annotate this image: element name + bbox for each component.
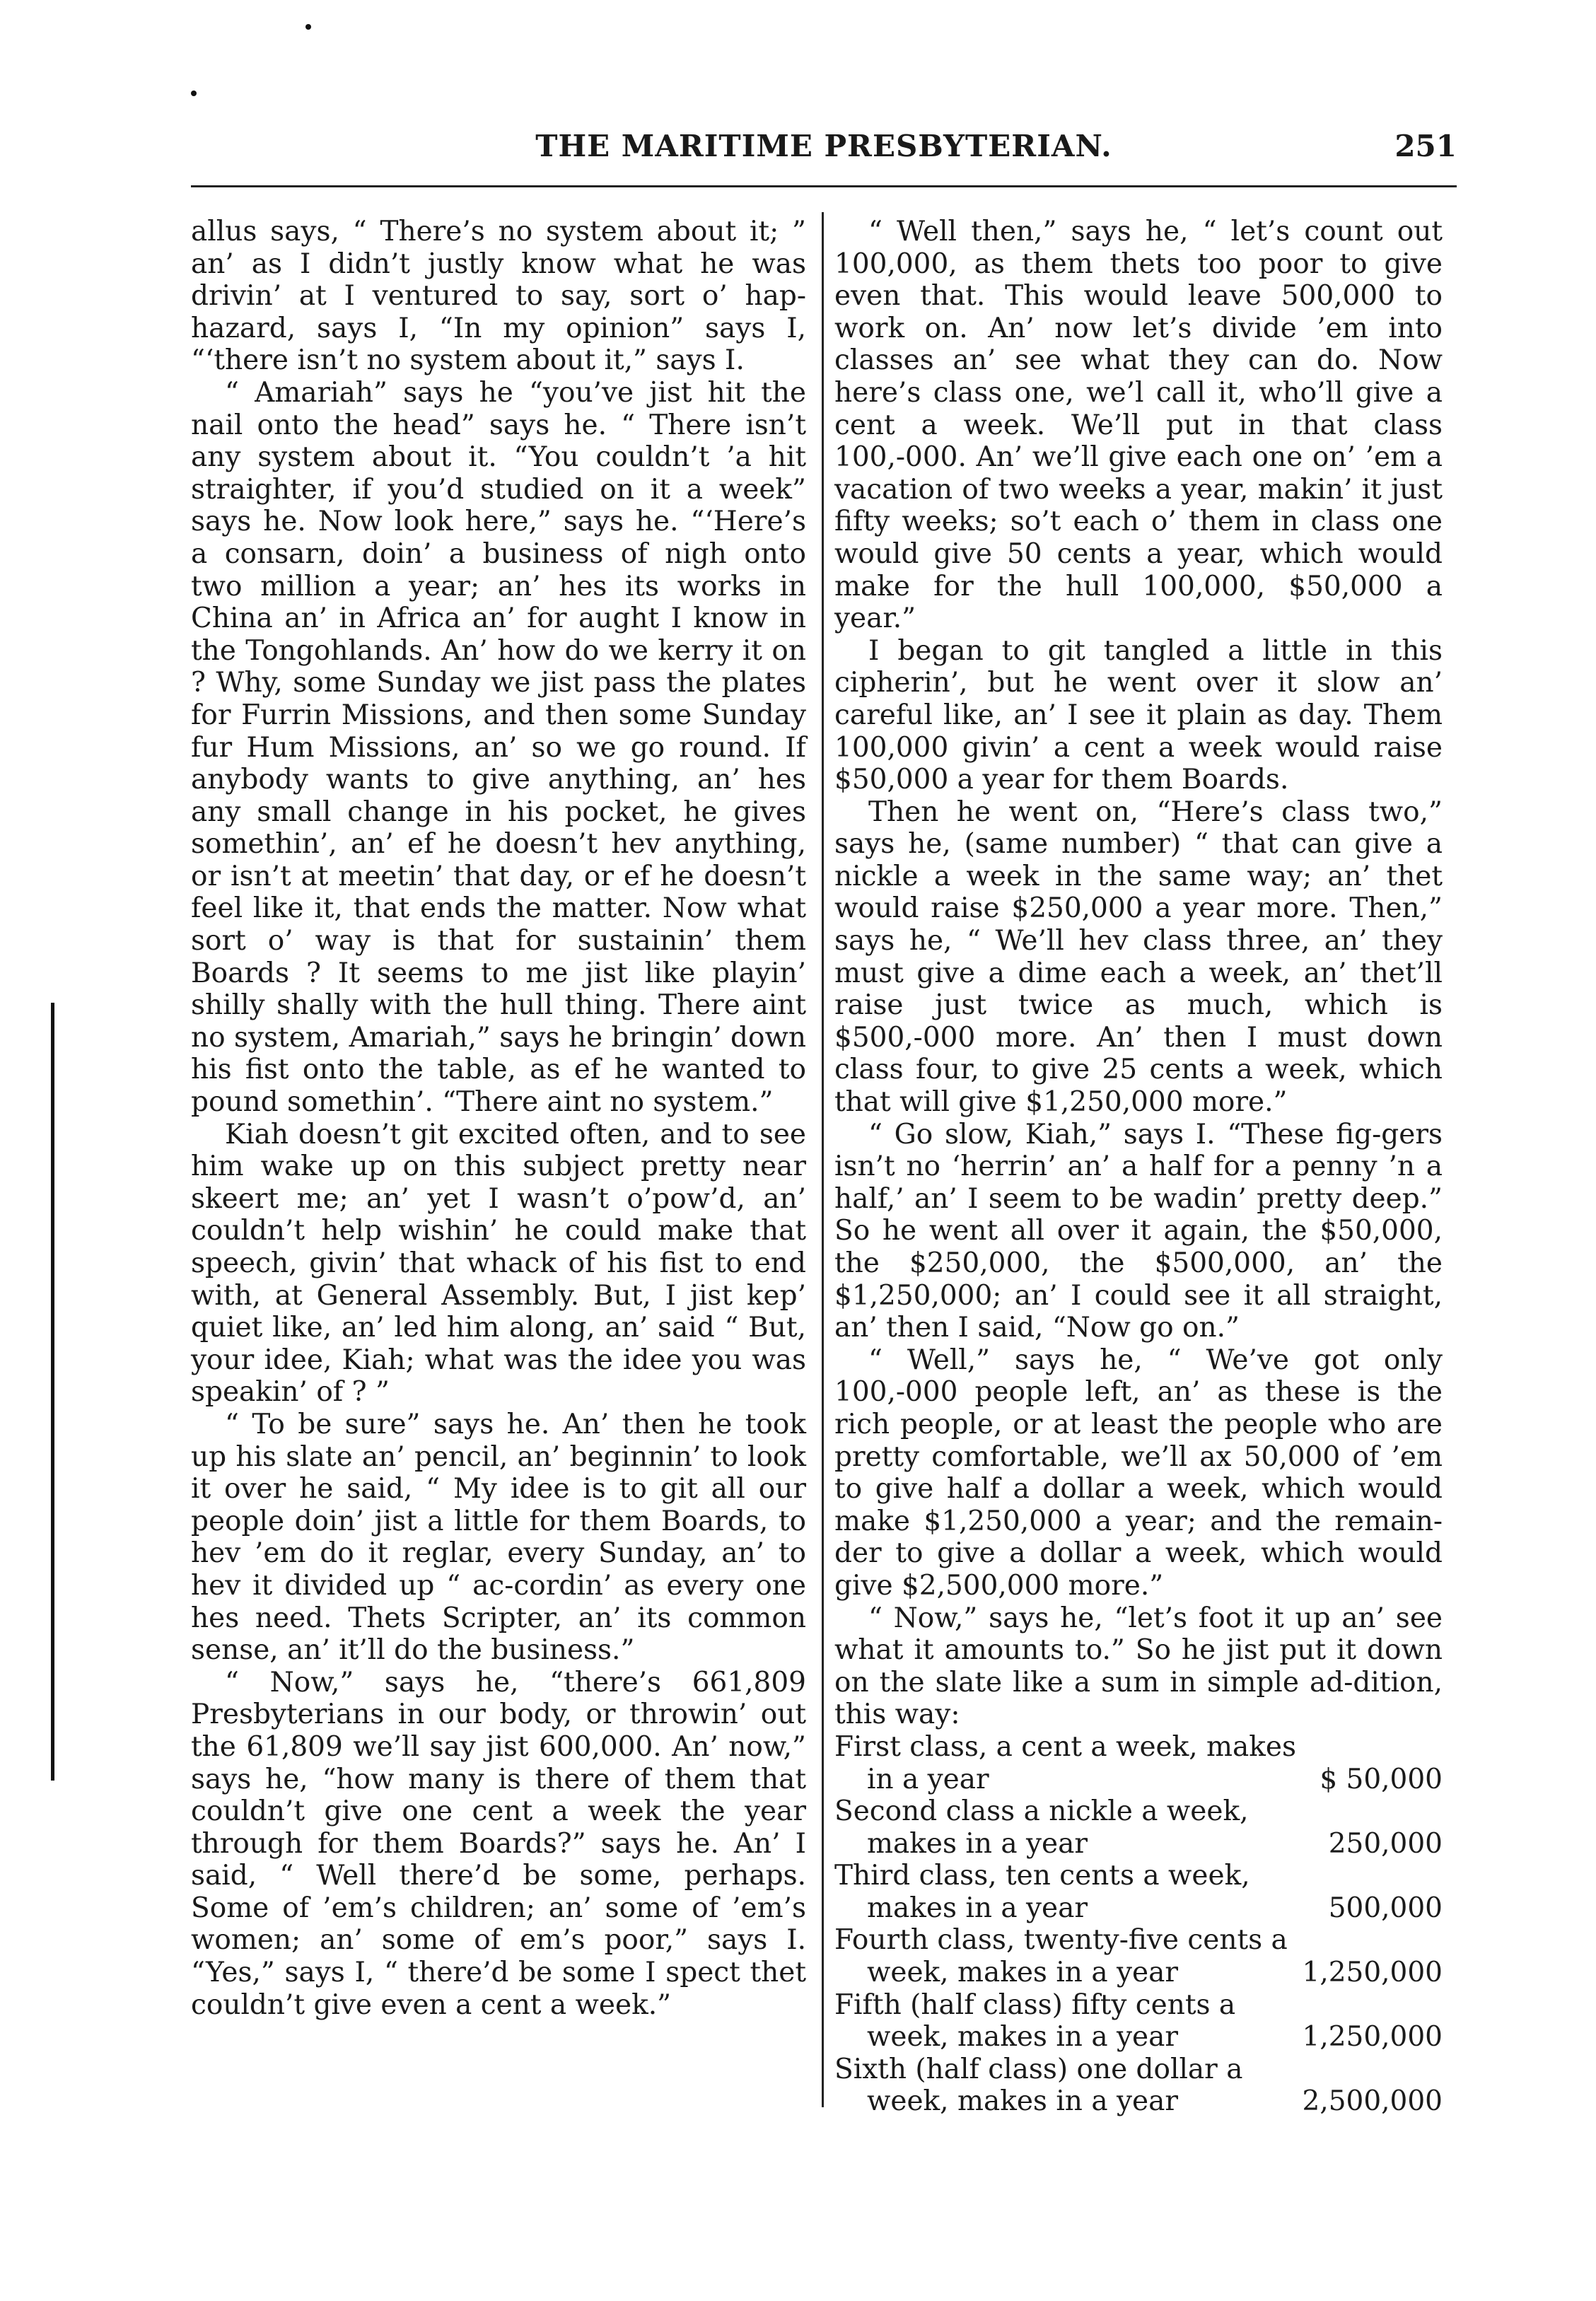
sum-row [834,2054,1443,2118]
sum-row [834,1924,1443,1988]
margin-mark [51,1003,54,1781]
sum-amount: 250,000 [1328,1827,1443,1860]
paragraph: “ Amariah” says he “you’ve jist hit the nail onto the head” says he. “ There isn’t any system about it. “You couldn’t ’a hit straighter, if you’d studied on it a week” says he. Now look here,” says he. “‘Here’s a consarn, doin’ a business of nigh onto two million a year; an’ hes its works in China an’ in Africa an’ for aught I know in the Tongohlands. An’ how do we kerry it on ? Why, some Sunday we jist pass the plates for Furrin Missions, and then some Sunday fur Hum Missions, an’ so we go round. If anybody wants to give anything, an’ hes any small change in his pocket, he gives somethin’, an’ ef he doesn’t hev anything, or isn’t at meetin’ that day, or ef he doesn’t feel like it, that ends the matter. Now what sort o’ way is that for sustainin’ them Boards ? It seems to me jist like playin’ shilly shally with the hull thing. There aint no system, Amariah,” says he bringin’ down his fist onto the table, as ef he wanted to pound somethin’. “There aint no system.” [191,376,806,1119]
sum-label: Fourth class, twenty-five cents a [834,1924,1288,1957]
sum-row [834,1795,1443,1860]
paragraph: “ Now,” says he, “let’s foot it up an’ see what it amounts to.” So he jist put it down on the slate like a sum in simple ad-dition, this way: [834,1602,1443,1731]
sum-label: Sixth (half class) one dollar a [834,2053,1243,2085]
paragraph: “ Well,” says he, “ We’ve got only 100,-000 people left, an’ as these is the rich people, or at least the people who are pretty comfortable, we’ll ax 50,000 of ’em to give half a dollar a week, which would make $1,250,000 a year; and the remain-der to give a dollar a week, which would give $2,500,000 more.” [834,1344,1443,1602]
paragraph: allus says, “ There’s no system about it; ” an’ as I didn’t justly know what he was drivin’ at I ventured to say, sort o’ hap-hazard, says I, “In my opinion” says I, “‘there isn’t no system about it,” says I. [191,216,806,377]
sum-row [834,1731,1443,1795]
right-column [834,216,1443,2118]
sum-label: Third class, ten cents a week, [834,1860,1250,1892]
sum-amount: 2,500,000 [1302,2085,1443,2118]
sum-label: First class, a cent a week, makes [834,1730,1296,1763]
paragraph: Kiah doesn’t git excited often, and to see him wake up on this subject pretty near skeert me; an’ yet I wasn’t o’pow’d, an’ couldn’t help wishin’ he could make that speech, givin’ that whack of his fist to end with, at General Assembly. But, I jist kep’ quiet like, an’ led him along, an’ said “ But, your idee, Kiah; what was the idee you was speakin’ of ? ” [191,1118,806,1409]
ink-dot [191,91,197,96]
sum-row [834,1860,1443,1924]
header-rule [191,185,1457,187]
sum-label-cont: week, makes in a year [867,2085,1178,2118]
running-title: THE MARITIME PRESBYTERIAN. [535,129,1112,163]
paragraph: Then he went on, “Here’s class two,” says he, (same number) “ that can give a nickle a week in the same way; an’ thet would raise $250,000 a year more. Then,” says he, “ We’ll hev class three, an’ they must give a dime each a week, an’ thet’ll raise just twice as much, which is $500,-000 more. An’ then I must down class four, to give 25 cents a week, which that will give $1,250,000 more.” [834,796,1443,1119]
page-header [191,129,1457,178]
page-number: 251 [1394,129,1457,163]
paragraph: I began to git tangled a little in this cipherin’, but he went over it slow an’ careful like, an’ I see it plain as day. Them 100,000 givin’ a cent a week would raise $50,000 a year for them Boards. [834,634,1443,796]
paragraph: “ Now,” says he, “there’s 661,809 Presbyterians in our body, or throwin’ out the 61,809 we’ll say jist 600,000. An’ now,” says he, “how many is there of them that couldn’t give one cent a week the year through for them Boards?” says he. An’ I said, “ Well there’d be some, perhaps. Some of ’em’s children; an’ some of ’em’s women; an’ some of em’s poor,” says I. “Yes,” says I, “ there’d be some I spect thet couldn’t give even a cent a week.” [191,1666,806,2021]
left-column [191,216,806,2021]
paragraph: “ To be sure” says he. An’ then he took up his slate an’ pencil, an’ beginnin’ to look it over he said, “ My idee is to git all our people doin’ jist a little for them Boards, to hev ’em do it reglar, every Sunday, an’ to hev it divided up “ ac-cordin’ as every one hes need. Thets Scripter, an’ its common sense, an’ it’ll do the business.” [191,1408,806,1667]
sum-amount: 500,000 [1328,1892,1443,1924]
sum-label: Second class a nickle a week, [834,1795,1249,1828]
sum-table [834,1731,1443,2118]
sum-amount: $ 50,000 [1320,1763,1443,1795]
sum-label-cont: makes in a year [867,1892,1088,1924]
sum-amount: 1,250,000 [1302,1957,1443,1989]
sum-label-cont: in a year [867,1763,989,1795]
paragraph: “ Well then,” says he, “ let’s count out 100,000, as them thets too poor to give even that. This would leave 500,000 to work on. An’ now let’s divide ’em into classes an’ see what they can do. Now here’s class one, we’l call it, who’ll give a cent a week. We’ll put in that class 100,-000. An’ we’ll give each one on’ ’em a vacation of two weeks a year, makin’ it just fifty weeks; so’t each o’ them in class one would give 50 cents a year, which would make for the hull 100,000, $50,000 a year.” [834,216,1443,635]
sum-label: Fifth (half class) fifty cents a [834,1988,1236,2021]
paragraph: “ Go slow, Kiah,” says I. “These fig-gers isn’t no ‘herrin’ an’ a half for a penny ’n a half,’ an’ I seem to be wadin’ pretty deep.” So he went all over it again, the $50,000, the $250,000, the $500,000, an’ the $1,250,000; an’ I could see it all straight, an’ then I said, “Now go on.” [834,1118,1443,1344]
sum-label-cont: week, makes in a year [867,1957,1178,1989]
sum-amount: 1,250,000 [1302,2021,1443,2054]
sum-row [834,1989,1443,2054]
sum-label-cont: makes in a year [867,1827,1088,1860]
column-rule [822,212,824,2107]
sum-label-cont: week, makes in a year [867,2021,1178,2054]
ink-dot [305,24,311,30]
